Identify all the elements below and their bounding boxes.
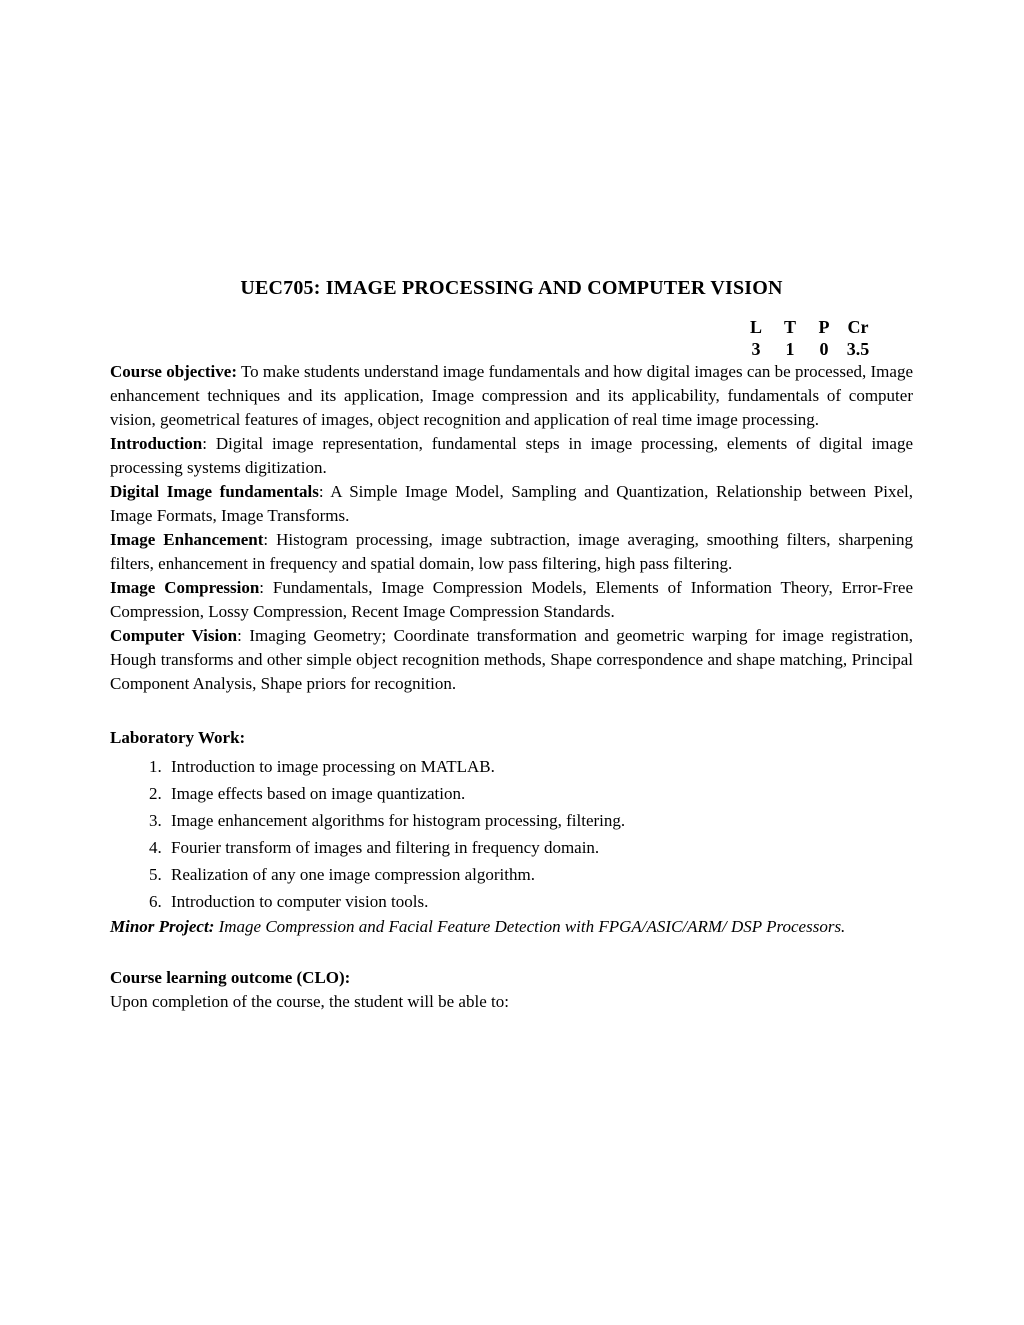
- paragraph-computer-vision: [110, 624, 913, 696]
- paragraph-minor-project: [110, 915, 913, 939]
- paragraph-course-objective: [110, 360, 913, 432]
- credits-value-l: 3: [751, 339, 761, 359]
- digital-image-fundamentals-label: Digital Image fundamentals: [110, 482, 319, 501]
- minor-project-text: Image Compression and Facial Feature Detection with FPGA/ASIC/ARM/ DSP Processors.: [214, 917, 846, 936]
- computer-vision-label: Computer Vision: [110, 626, 238, 645]
- paragraph-image-compression: [110, 576, 913, 624]
- laboratory-work-heading: Laboratory Work:: [110, 728, 246, 747]
- credits-header-p: P: [818, 317, 830, 337]
- credits-header-t: T: [783, 317, 796, 337]
- credits-header-cr: Cr: [847, 317, 869, 337]
- lab-item-2: 2. Image effects based on image quantization.: [166, 780, 913, 807]
- lab-item-6: 6. Introduction to computer vision tools.: [166, 888, 913, 915]
- lab-item-1: 1. Introduction to image processing on MATLAB.: [166, 753, 913, 780]
- page-title: UEC705: IMAGE PROCESSING AND COMPUTER VISION: [240, 277, 783, 299]
- introduction-label: Introduction: [110, 434, 203, 453]
- credits-header-l: L: [749, 317, 762, 337]
- course-objective-text: To make students understand image fundamentals and how digital images can be processed, Image enhancement techniques and its application, Image compression and its applicability, fundamentals of computer vision, geometrical features of images, object recognition and application of real time image processing.: [110, 362, 913, 429]
- credits-table: [110, 316, 875, 360]
- lab-item-4: 4. Fourier transform of images and filtering in frequency domain.: [166, 834, 913, 861]
- course-objective-label: Course objective:: [110, 362, 237, 381]
- digital-image-fundamentals-text: : A Simple Image Model, Sampling and Quantization, Relationship between Pixel, Image Formats, Image Transforms.: [110, 482, 913, 525]
- credits-value-t: 1: [785, 339, 795, 359]
- paragraph-image-enhancement: [110, 528, 913, 576]
- image-enhancement-text: : Histogram processing, image subtraction, image averaging, smoothing filters, sharpening filters, enhancement in frequency and spatial domain, low pass filtering, high pass filtering.: [110, 530, 913, 573]
- introduction-text: : Digital image representation, fundamental steps in image processing, elements of digital image processing systems digitization.: [110, 434, 913, 477]
- credits-value-row: [739, 338, 875, 360]
- credits-value-p: 0: [819, 339, 829, 359]
- computer-vision-text: : Imaging Geometry; Coordinate transformation and geometric warping for image registration, Hough transforms and other simple object recognition methods, Shape correspondence and shape matching, Principal Component Analysis, Shape priors for recognition.: [110, 626, 913, 693]
- credits-header-row: [739, 316, 875, 338]
- image-enhancement-label: Image Enhancement: [110, 530, 264, 549]
- lab-item-5: 5. Realization of any one image compression algorithm.: [166, 861, 913, 888]
- lab-item-3: 3. Image enhancement algorithms for histogram processing, filtering.: [166, 807, 913, 834]
- paragraph-introduction: [110, 432, 913, 480]
- clo-heading: Course learning outcome (CLO):: [110, 968, 351, 987]
- laboratory-work-list: [110, 753, 913, 915]
- paragraph-digital-image-fundamentals: [110, 480, 913, 528]
- minor-project-label: Minor Project:: [110, 917, 215, 936]
- image-compression-text: : Fundamentals, Image Compression Models, Elements of Information Theory, Error-Free Compression, Lossy Compression, Recent Image Compression Standards.: [110, 578, 913, 621]
- clo-intro-text: Upon completion of the course, the student will be able to:: [110, 992, 509, 1011]
- credits-value-cr: 3.5: [846, 339, 870, 359]
- image-compression-label: Image Compression: [110, 578, 260, 597]
